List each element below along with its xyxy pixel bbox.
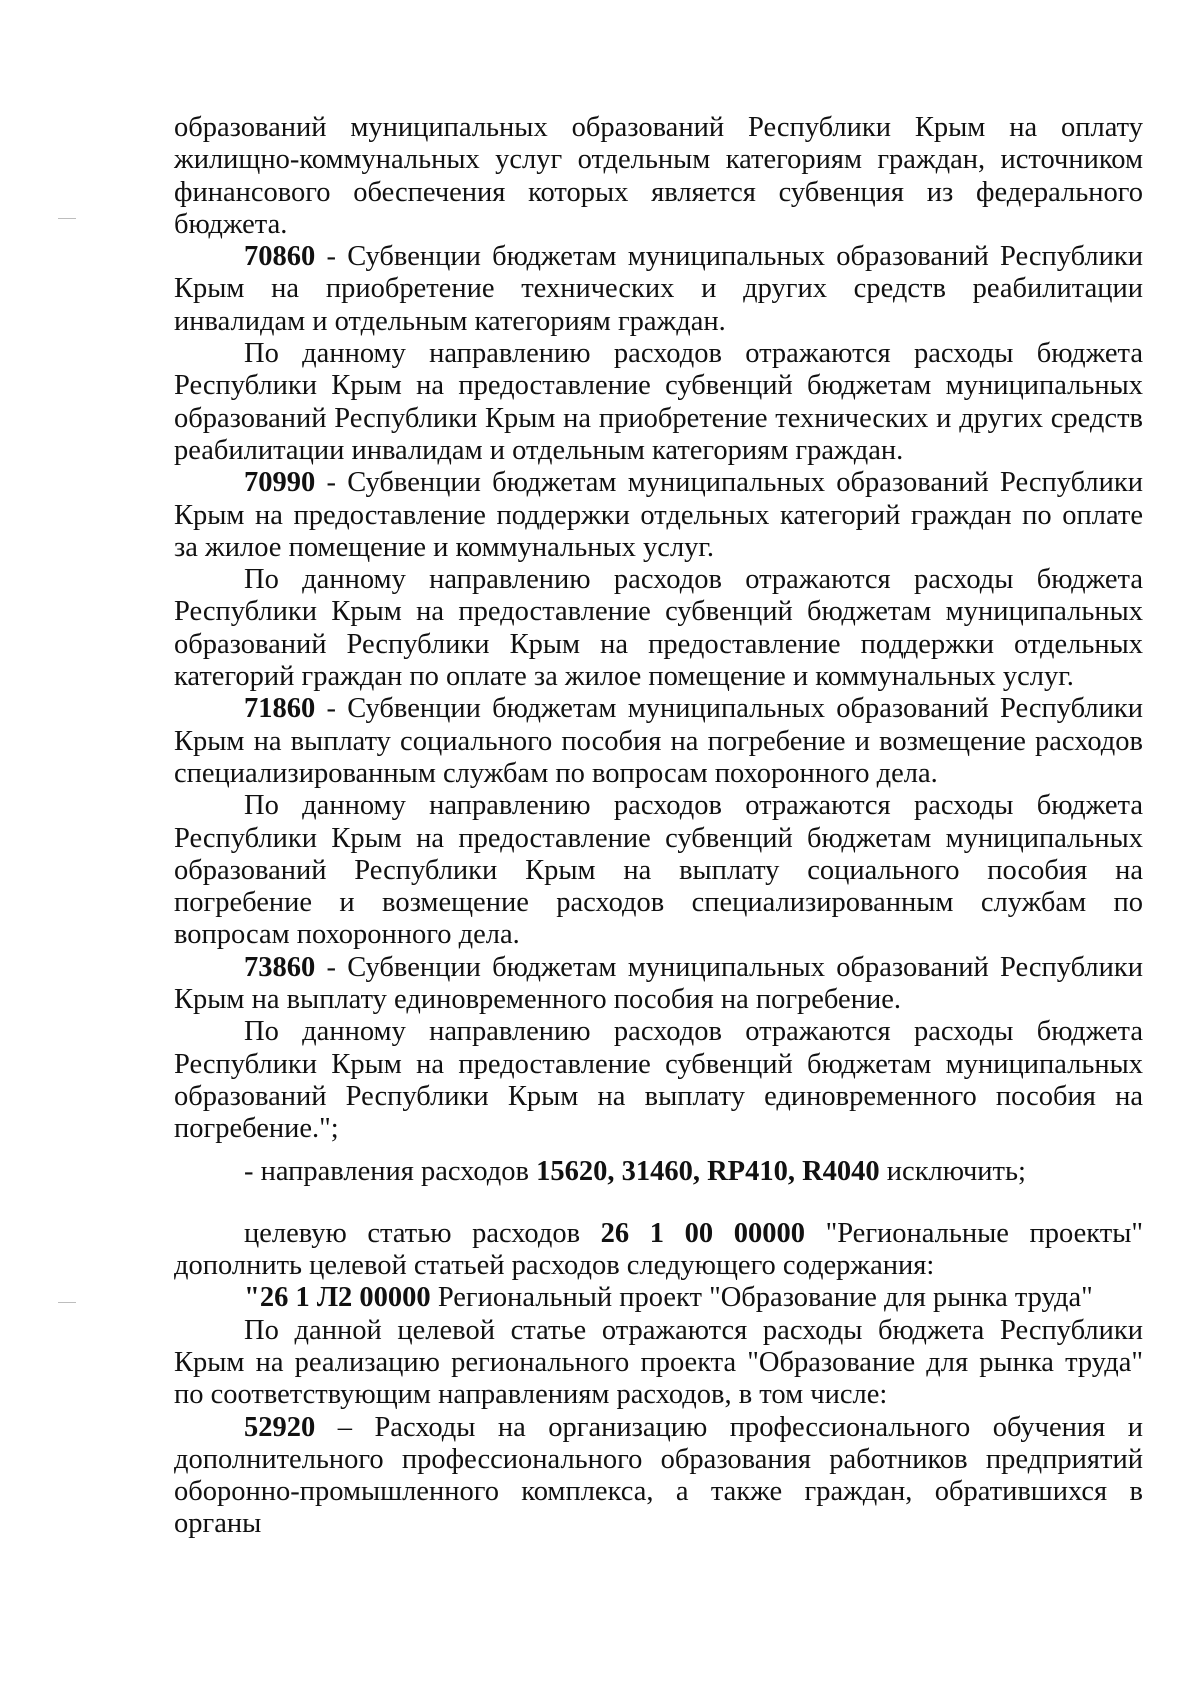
expense-code: 70860 [244, 241, 316, 273]
paragraph-target-article [174, 1218, 1143, 1283]
expense-description: - Субвенции бюджетам муниципальных образований Республики Крым на выплату социального пособия на погребение и возмещение расходов специализированным службам по вопросам похоронного дела. [174, 693, 1143, 789]
expense-code: 52920 [244, 1411, 316, 1443]
target-article-suffix: "Региональные проекты" дополнить целевой статьей расходов следующего содержания: [174, 1217, 1143, 1282]
regional-project-title: Региональный проект "Образование для рынка труда" [430, 1282, 1093, 1314]
expense-description: – Расходы на организацию профессионального обучения и дополнительного профессионального образования работников предприятий оборонно-промышленного комплекса, а также граждан, обратившихся в органы [174, 1411, 1143, 1540]
paragraph-code-70990 [174, 467, 1143, 564]
paragraph-continuation: образований муниципальных образований Республики Крым на оплату жилищно-коммунальных услуг отдельным категориям граждан, источником финансового обеспечения которых является субвенция из федерального бюджета. [174, 112, 1143, 240]
expense-description: - Субвенции бюджетам муниципальных образований Республики Крым на выплату единовременного пособия на погребение. [174, 951, 1143, 1016]
paragraph-explanation-70990: По данному направлению расходов отражаются расходы бюджета Республики Крым на предоставление субвенций бюджетам муниципальных образований Республики Крым на предоставление поддержки отдельных категорий граждан по оплате за жилое помещение и коммунальных услуг. [174, 564, 1143, 693]
expense-code: 70990 [244, 467, 316, 499]
exclusion-suffix: исключить; [879, 1155, 1026, 1187]
paragraph-exclusions [174, 1156, 1143, 1188]
target-article-prefix: целевую статью расходов [244, 1217, 601, 1249]
expense-description: - Субвенции бюджетам муниципальных образований Республики Крым на приобретение технических и других средств реабилитации инвалидам и отдельным категориям граждан. [174, 241, 1143, 337]
regional-project-code: "26 1 Л2 00000 [244, 1282, 431, 1314]
exclusion-prefix: - направления расходов [244, 1155, 537, 1187]
paragraph-code-70860 [174, 241, 1143, 338]
expense-code: 71860 [244, 693, 316, 725]
paragraph-regional-project-explanation: По данной целевой статье отражаются расходы бюджета Республики Крым на реализацию регионального проекта "Образование для рынка труда" по соответствующим направлениям расходов, в том числе: [174, 1314, 1143, 1411]
paragraph-explanation-73860: По данному направлению расходов отражаются расходы бюджета Республики Крым на предоставление субвенций бюджетам муниципальных образований Республики Крым на выплату единовременного пособия на погребение."; [174, 1016, 1143, 1145]
expense-code: 73860 [244, 951, 316, 983]
paragraph-explanation-71860: По данному направлению расходов отражаются расходы бюджета Республики Крым на предоставление субвенций бюджетам муниципальных образований Республики Крым на выплату социального пособия на погребение и возмещение расходов специализированным службам по вопросам похоронного дела. [174, 790, 1143, 951]
target-article-code: 26 1 00 00000 [600, 1217, 805, 1249]
paragraph-explanation-70860: По данному направлению расходов отражаются расходы бюджета Республики Крым на предоставление субвенций бюджетам муниципальных образований Республики Крым на приобретение технических и других средств реабилитации инвалидам и отдельным категориям граждан. [174, 338, 1143, 466]
paragraph-code-73860 [174, 952, 1143, 1017]
left-margin-mark-bottom [58, 1302, 76, 1303]
excluded-codes: 15620, 31460, RP410, R4040 [536, 1155, 880, 1187]
paragraph-code-52920 [174, 1412, 1143, 1541]
paragraph-code-71860 [174, 693, 1143, 790]
document-page [174, 112, 1143, 1541]
paragraph-regional-project [174, 1282, 1143, 1314]
expense-description: - Субвенции бюджетам муниципальных образований Республики Крым на предоставление поддержки отдельных категорий граждан по оплате за жилое помещение и коммунальных услуг. [174, 467, 1143, 563]
left-margin-mark-top [58, 218, 76, 219]
